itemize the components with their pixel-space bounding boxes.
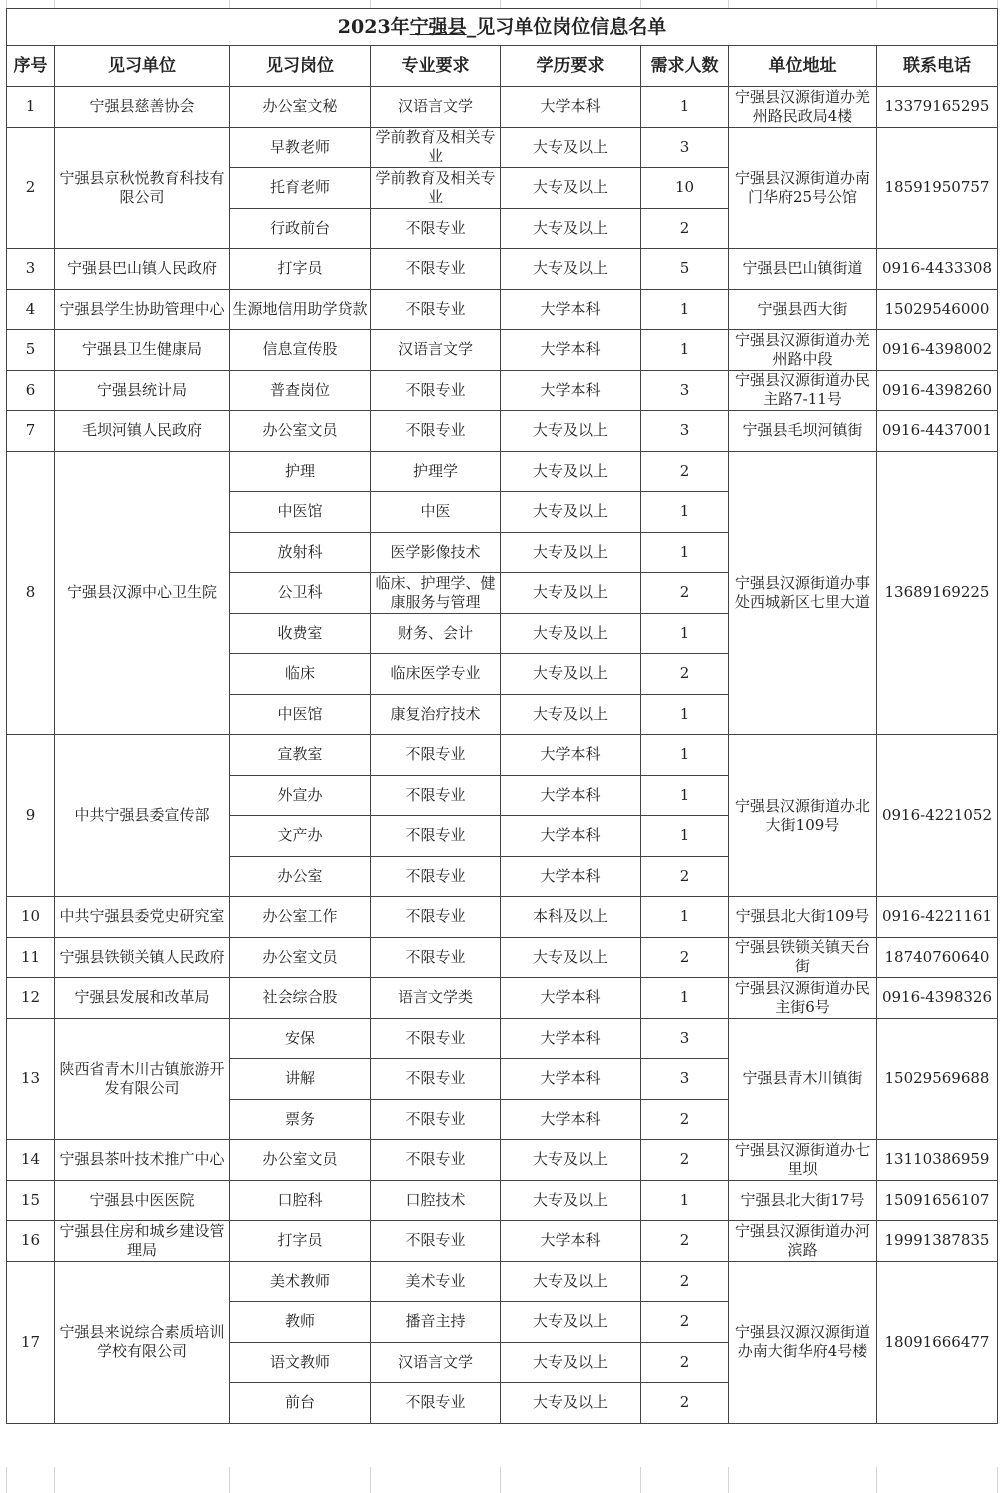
- education-cell: 大学本科: [501, 856, 641, 897]
- serial-cell: 3: [7, 249, 55, 290]
- phone-cell: 18740760640: [877, 937, 998, 978]
- phone-cell: 18591950757: [877, 127, 998, 249]
- major-cell: 学前教育及相关专业: [371, 127, 501, 168]
- major-cell: 汉语言文学: [371, 1342, 501, 1383]
- unit-name-cell: 宁强县汉源中心卫生院: [55, 451, 230, 735]
- education-cell: 大学本科: [501, 1018, 641, 1059]
- education-cell: 大学本科: [501, 330, 641, 371]
- education-cell: 大学本科: [501, 87, 641, 128]
- headcount-cell: 1: [641, 330, 729, 371]
- table-row: [7, 451, 998, 492]
- address-cell: 宁强县汉源街道办北大街109号: [729, 735, 877, 897]
- phone-cell: 0916-4221052: [877, 735, 998, 897]
- phone-cell: 13689169225: [877, 451, 998, 735]
- unit-name-cell: 毛坝河镇人民政府: [55, 411, 230, 452]
- post-cell: 宣教室: [230, 735, 371, 776]
- table-row: [7, 897, 998, 938]
- address-cell: 宁强县汉源街道办河滨路: [729, 1221, 877, 1262]
- address-cell: 宁强县毛坝河镇街: [729, 411, 877, 452]
- post-cell: 语文教师: [230, 1342, 371, 1383]
- phone-cell: 0916-4433308: [877, 249, 998, 290]
- education-cell: 大专及以上: [501, 1180, 641, 1221]
- major-cell: 不限专业: [371, 937, 501, 978]
- post-cell: 收费室: [230, 613, 371, 654]
- table-row: [7, 978, 998, 1019]
- table-row: [7, 735, 998, 776]
- headcount-cell: 3: [641, 1059, 729, 1100]
- headcount-cell: 2: [641, 573, 729, 614]
- unit-name-cell: 宁强县巴山镇人民政府: [55, 249, 230, 290]
- post-cell: 办公室文员: [230, 411, 371, 452]
- major-cell: 不限专业: [371, 249, 501, 290]
- unit-name-cell: 宁强县京秋悦教育科技有限公司: [55, 127, 230, 249]
- unit-name-cell: 宁强县茶叶技术推广中心: [55, 1140, 230, 1181]
- headcount-cell: 2: [641, 1140, 729, 1181]
- post-cell: 办公室工作: [230, 897, 371, 938]
- table-row: [7, 289, 998, 330]
- education-cell: 大专及以上: [501, 249, 641, 290]
- table-row: [7, 370, 998, 411]
- education-cell: 大学本科: [501, 978, 641, 1019]
- post-cell: 口腔科: [230, 1180, 371, 1221]
- education-cell: 大专及以上: [501, 573, 641, 614]
- phone-cell: 13379165295: [877, 87, 998, 128]
- headcount-cell: 1: [641, 87, 729, 128]
- major-cell: 康复治疗技术: [371, 694, 501, 735]
- major-cell: 不限专业: [371, 411, 501, 452]
- headcount-cell: 1: [641, 613, 729, 654]
- table-row: [7, 127, 998, 168]
- major-cell: 不限专业: [371, 735, 501, 776]
- phone-cell: 15029569688: [877, 1018, 998, 1140]
- address-cell: 宁强县汉源街道办羌州路民政局4楼: [729, 87, 877, 128]
- phone-cell: 0916-4398260: [877, 370, 998, 411]
- address-cell: 宁强县巴山镇街道: [729, 249, 877, 290]
- table-row: [7, 1140, 998, 1181]
- headcount-cell: 2: [641, 856, 729, 897]
- education-cell: 大专及以上: [501, 492, 641, 533]
- address-cell: 宁强县汉源街道办南门华府25号公馆: [729, 127, 877, 249]
- major-cell: 不限专业: [371, 816, 501, 857]
- education-cell: 大专及以上: [501, 451, 641, 492]
- unit-name-cell: 宁强县铁锁关镇人民政府: [55, 937, 230, 978]
- post-cell: 中医馆: [230, 492, 371, 533]
- headcount-cell: 1: [641, 897, 729, 938]
- serial-cell: 13: [7, 1018, 55, 1140]
- headcount-cell: 2: [641, 1221, 729, 1262]
- education-cell: 大学本科: [501, 1059, 641, 1100]
- education-cell: 大专及以上: [501, 1302, 641, 1343]
- education-cell: 大专及以上: [501, 613, 641, 654]
- education-cell: 大学本科: [501, 735, 641, 776]
- serial-cell: 6: [7, 370, 55, 411]
- post-cell: 安保: [230, 1018, 371, 1059]
- address-cell: 宁强县汉源街道办七里坝: [729, 1140, 877, 1181]
- serial-cell: 8: [7, 451, 55, 735]
- post-cell: 办公室文员: [230, 1140, 371, 1181]
- address-cell: 宁强县青木川镇街: [729, 1018, 877, 1140]
- major-cell: 汉语言文学: [371, 330, 501, 371]
- table-row: [7, 87, 998, 128]
- phone-cell: 18091666477: [877, 1261, 998, 1423]
- address-cell: 宁强县铁锁关镇天台街: [729, 937, 877, 978]
- post-cell: 早教老师: [230, 127, 371, 168]
- unit-name-cell: 陕西省青木川古镇旅游开发有限公司: [55, 1018, 230, 1140]
- major-cell: 不限专业: [371, 897, 501, 938]
- phone-cell: 0916-4437001: [877, 411, 998, 452]
- education-cell: 大学本科: [501, 816, 641, 857]
- major-cell: 不限专业: [371, 289, 501, 330]
- major-cell: 播音主持: [371, 1302, 501, 1343]
- phone-cell: 15091656107: [877, 1180, 998, 1221]
- table-row: [7, 1261, 998, 1302]
- post-cell: 信息宣传股: [230, 330, 371, 371]
- education-cell: 大学本科: [501, 1221, 641, 1262]
- education-cell: 大专及以上: [501, 127, 641, 168]
- major-cell: 不限专业: [371, 1099, 501, 1140]
- education-cell: 大专及以上: [501, 694, 641, 735]
- post-cell: 托育老师: [230, 168, 371, 209]
- phone-cell: 15029546000: [877, 289, 998, 330]
- spreadsheet: [6, 8, 998, 1424]
- post-cell: 行政前台: [230, 208, 371, 249]
- education-cell: 大学本科: [501, 370, 641, 411]
- serial-cell: 14: [7, 1140, 55, 1181]
- address-cell: 宁强县北大街109号: [729, 897, 877, 938]
- headcount-cell: 1: [641, 289, 729, 330]
- phone-cell: 0916-4398002: [877, 330, 998, 371]
- headcount-cell: 10: [641, 168, 729, 209]
- headcount-cell: 3: [641, 127, 729, 168]
- sheet-gridlines-top: [6, 0, 998, 8]
- post-cell: 文产办: [230, 816, 371, 857]
- header-cell: 联系电话: [877, 46, 998, 87]
- major-cell: 口腔技术: [371, 1180, 501, 1221]
- post-cell: 中医馆: [230, 694, 371, 735]
- major-cell: 语言文学类: [371, 978, 501, 1019]
- education-cell: 大学本科: [501, 289, 641, 330]
- table-row: [7, 411, 998, 452]
- education-cell: 本科及以上: [501, 897, 641, 938]
- table-row: [7, 937, 998, 978]
- major-cell: 汉语言文学: [371, 87, 501, 128]
- major-cell: 护理学: [371, 451, 501, 492]
- post-cell: 普查岗位: [230, 370, 371, 411]
- serial-cell: 2: [7, 127, 55, 249]
- serial-cell: 9: [7, 735, 55, 897]
- header-cell: 专业要求: [371, 46, 501, 87]
- post-cell: 公卫科: [230, 573, 371, 614]
- post-cell: 打字员: [230, 1221, 371, 1262]
- education-cell: 大学本科: [501, 1099, 641, 1140]
- sheet-gridlines-bottom: [6, 1467, 998, 1493]
- post-cell: 护理: [230, 451, 371, 492]
- unit-name-cell: 宁强县卫生健康局: [55, 330, 230, 371]
- table-row: [7, 1018, 998, 1059]
- address-cell: 宁强县西大街: [729, 289, 877, 330]
- unit-name-cell: 宁强县中医医院: [55, 1180, 230, 1221]
- post-cell: 生源地信用助学贷款: [230, 289, 371, 330]
- headcount-cell: 5: [641, 249, 729, 290]
- header-cell: 序号: [7, 46, 55, 87]
- headcount-cell: 1: [641, 735, 729, 776]
- major-cell: 财务、会计: [371, 613, 501, 654]
- headcount-cell: 2: [641, 1302, 729, 1343]
- phone-cell: 13110386959: [877, 1140, 998, 1181]
- major-cell: 不限专业: [371, 1221, 501, 1262]
- header-cell: 见习单位: [55, 46, 230, 87]
- education-cell: 大专及以上: [501, 1342, 641, 1383]
- major-cell: 不限专业: [371, 370, 501, 411]
- education-cell: 大专及以上: [501, 1261, 641, 1302]
- major-cell: 不限专业: [371, 1383, 501, 1424]
- major-cell: 医学影像技术: [371, 532, 501, 573]
- table-row: [7, 330, 998, 371]
- phone-cell: 0916-4221161: [877, 897, 998, 938]
- post-cell: 办公室: [230, 856, 371, 897]
- unit-name-cell: 宁强县慈善协会: [55, 87, 230, 128]
- unit-name-cell: 中共宁强县委党史研究室: [55, 897, 230, 938]
- post-cell: 办公室文员: [230, 937, 371, 978]
- headcount-cell: 2: [641, 1383, 729, 1424]
- serial-cell: 5: [7, 330, 55, 371]
- table-row: [7, 1180, 998, 1221]
- major-cell: 不限专业: [371, 1140, 501, 1181]
- major-cell: 不限专业: [371, 775, 501, 816]
- unit-name-cell: 宁强县住房和城乡建设管理局: [55, 1221, 230, 1262]
- education-cell: 大专及以上: [501, 411, 641, 452]
- headcount-cell: 1: [641, 775, 729, 816]
- education-cell: 大专及以上: [501, 1383, 641, 1424]
- serial-cell: 16: [7, 1221, 55, 1262]
- sheet-title: 2023年宁强县_见习单位岗位信息名单: [7, 9, 998, 46]
- header-cell: 学历要求: [501, 46, 641, 87]
- major-cell: 不限专业: [371, 856, 501, 897]
- post-cell: 打字员: [230, 249, 371, 290]
- serial-cell: 17: [7, 1261, 55, 1423]
- phone-cell: 0916-4398326: [877, 978, 998, 1019]
- headcount-cell: 3: [641, 411, 729, 452]
- post-cell: 教师: [230, 1302, 371, 1343]
- post-cell: 临床: [230, 654, 371, 695]
- headcount-cell: 1: [641, 492, 729, 533]
- address-cell: 宁强县汉源汉源街道办南大街华府4号楼: [729, 1261, 877, 1423]
- address-cell: 宁强县北大街17号: [729, 1180, 877, 1221]
- internship-table: [6, 8, 998, 1424]
- headcount-cell: 2: [641, 1261, 729, 1302]
- education-cell: 大专及以上: [501, 168, 641, 209]
- unit-name-cell: 宁强县发展和改革局: [55, 978, 230, 1019]
- education-cell: 大专及以上: [501, 937, 641, 978]
- header-cell: 见习岗位: [230, 46, 371, 87]
- table-row: [7, 249, 998, 290]
- post-cell: 外宣办: [230, 775, 371, 816]
- table-row: [7, 1221, 998, 1262]
- education-cell: 大学本科: [501, 775, 641, 816]
- major-cell: 不限专业: [371, 1018, 501, 1059]
- headcount-cell: 1: [641, 694, 729, 735]
- address-cell: 宁强县汉源街道办民主路7-11号: [729, 370, 877, 411]
- serial-cell: 15: [7, 1180, 55, 1221]
- serial-cell: 11: [7, 937, 55, 978]
- headcount-cell: 2: [641, 654, 729, 695]
- serial-cell: 10: [7, 897, 55, 938]
- headcount-cell: 1: [641, 816, 729, 857]
- post-cell: 前台: [230, 1383, 371, 1424]
- major-cell: 临床医学专业: [371, 654, 501, 695]
- headcount-cell: 3: [641, 1018, 729, 1059]
- headcount-cell: 1: [641, 532, 729, 573]
- serial-cell: 7: [7, 411, 55, 452]
- headcount-cell: 2: [641, 1099, 729, 1140]
- header-cell: 需求人数: [641, 46, 729, 87]
- headcount-cell: 2: [641, 451, 729, 492]
- address-cell: 宁强县汉源街道办羌州路中段: [729, 330, 877, 371]
- phone-cell: 19991387835: [877, 1221, 998, 1262]
- headcount-cell: 2: [641, 937, 729, 978]
- serial-cell: 4: [7, 289, 55, 330]
- address-cell: 宁强县汉源街道办事处西城新区七里大道: [729, 451, 877, 735]
- address-cell: 宁强县汉源街道办民主街6号: [729, 978, 877, 1019]
- post-cell: 社会综合股: [230, 978, 371, 1019]
- major-cell: 美术专业: [371, 1261, 501, 1302]
- headcount-cell: 1: [641, 978, 729, 1019]
- major-cell: 不限专业: [371, 208, 501, 249]
- education-cell: 大专及以上: [501, 1140, 641, 1181]
- headcount-cell: 1: [641, 1180, 729, 1221]
- serial-cell: 1: [7, 87, 55, 128]
- post-cell: 票务: [230, 1099, 371, 1140]
- post-cell: 美术教师: [230, 1261, 371, 1302]
- headcount-cell: 2: [641, 208, 729, 249]
- post-cell: 放射科: [230, 532, 371, 573]
- post-cell: 办公室文秘: [230, 87, 371, 128]
- header-cell: 单位地址: [729, 46, 877, 87]
- unit-name-cell: 宁强县学生协助管理中心: [55, 289, 230, 330]
- headcount-cell: 2: [641, 1342, 729, 1383]
- major-cell: 中医: [371, 492, 501, 533]
- major-cell: 学前教育及相关专业: [371, 168, 501, 209]
- post-cell: 讲解: [230, 1059, 371, 1100]
- header-row: [7, 46, 998, 87]
- headcount-cell: 3: [641, 370, 729, 411]
- education-cell: 大专及以上: [501, 654, 641, 695]
- education-cell: 大专及以上: [501, 208, 641, 249]
- major-cell: 不限专业: [371, 1059, 501, 1100]
- serial-cell: 12: [7, 978, 55, 1019]
- major-cell: 临床、护理学、健康服务与管理: [371, 573, 501, 614]
- unit-name-cell: 中共宁强县委宣传部: [55, 735, 230, 897]
- education-cell: 大专及以上: [501, 532, 641, 573]
- unit-name-cell: 宁强县统计局: [55, 370, 230, 411]
- unit-name-cell: 宁强县来说综合素质培训学校有限公司: [55, 1261, 230, 1423]
